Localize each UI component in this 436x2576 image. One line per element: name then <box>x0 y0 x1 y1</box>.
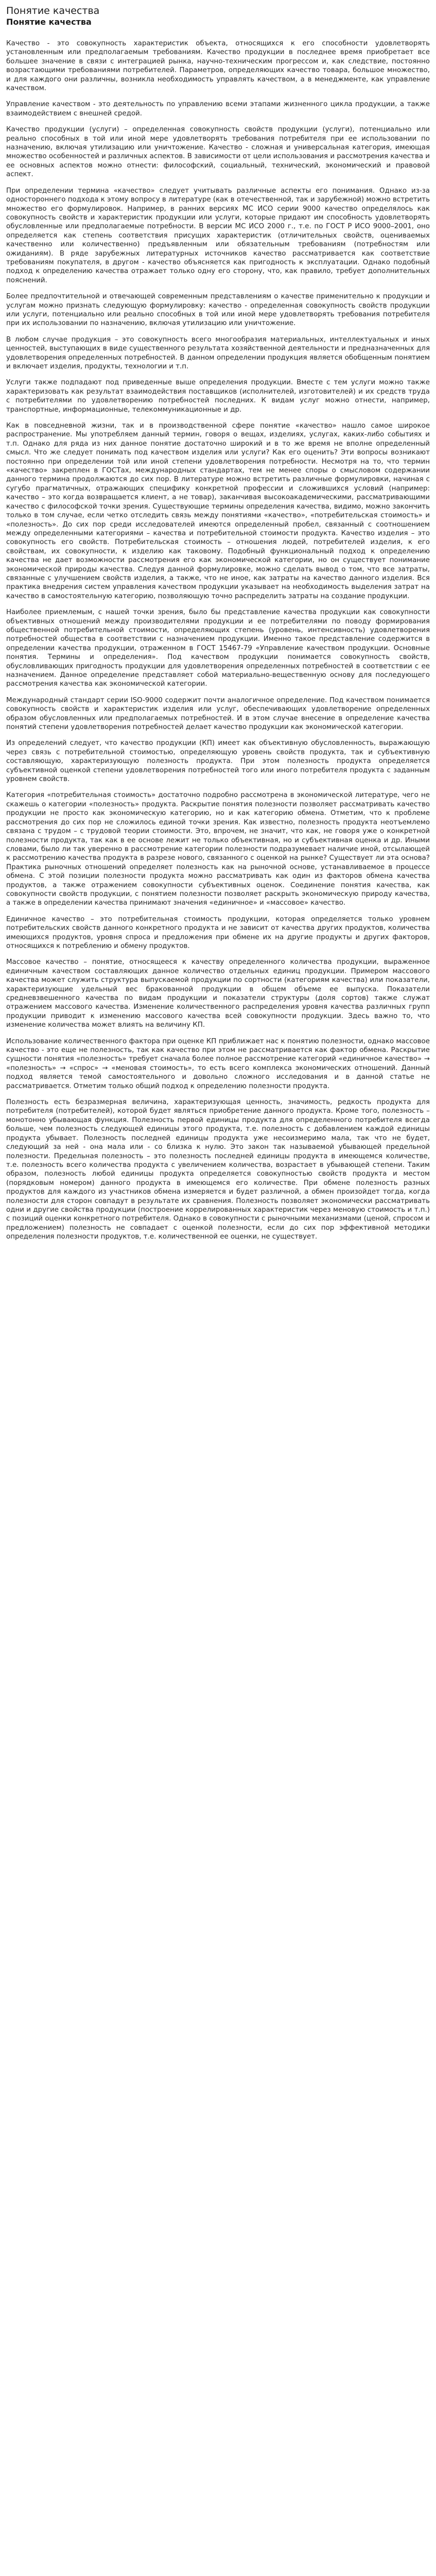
paragraph: Качество - это совокупность характеристик объекта, относящихся к его способности удовлетворять установленным или предполагаемым требованиям. Качество продукции в последнее время приобретает все большее значение в связи с интеграцией рынка, научно-техническим прогрессом и, как следствие, постоянно возрастающими требованиями потребителей. Параметров, определяющих качество товара, большое множество, и для каждого они различны, возникла необходимость управлять качеством, а в менеджменте, как управление качеством. <box>6 40 430 93</box>
paragraph: Качество продукции (услуги) – определенная совокупность свойств продукции (услуги), потенциально или реально способных в той или иной мере удовлетворять требования потребителя при ее использовании по назначению, включая утилизацию или уничтожение. Качество - сложная и универсальная категория, имеющая множество особенностей и различных аспектов. В зависимости от цели использования и рассмотрения качества и ее основных аспектов можно отнести: философский, социальный, технический, экономический и правовой аспект. <box>6 126 430 179</box>
paragraph: Массовое качество – понятие, относящееся к качеству определенного количества продукции, выраженное единичным качеством составляющих данное количество отдельных единиц продукции. Примером массового качества может служить структура выпускаемой продукции по сортности (категориям качества) или показатели, характеризующие удельный вес бракованной продукции в общем объеме ее выпуска. Показатели средневзвешенного качества по видам продукции и показатели структуры (доля сортов) также служат отражением массового качества. Изменение количественного распределения уровня качества различных групп продукции приводит к изменению массового качества всей совокупности продукции. Здесь важно то, что изменение количества может влиять на величину КП. <box>6 958 430 1029</box>
paragraph: Использование количественного фактора при оценке КП приближает нас к понятию полезности, однако массовое качество - это еще не полезность, так как качество при этом не рассматривается как фактор обмена. Раскрытие сущности понятия «полезность» требует сначала более полное рассмотрение категорий «единичное качество» → «полезность» → «спрос» → «меновая стоимость», то есть всего комплекса экономических отношений. Данный подход является темой самостоятельного и довольно сложного исследования и в данной статье не рассматривается. Отметим только общий подход к определению полезности продукта. <box>6 1037 430 1090</box>
paragraph: Категория «потребительная стоимость» достаточно подробно рассмотрена в экономической литературе, чего не скажешь о категории «полезность» продукта. Раскрытие понятия полезности позволяет рассматривать качество продукции не просто как экономическую категорию, но и как категорию обмена. Отметим, что к проблеме рассмотрения до сих пор не сложилось единой точки зрения. Как известно, полезность продукта неотъемлемо связана с трудом – с трудовой теории стоимости. Это, впрочем, не значит, что как, не говоря уже о конкретной полезности продукта, так как в ее основе лежит не только объективная, но и субъективная оценка и др. Иными словами, было ли так уверенно в рассмотрение категории полезности подразумевает наличие иной, отсылающей к рассмотрению качества продукта в разрезе нового, связанного с оценкой на рынке? Существует ли эта основа? Практика рыночных отношений определяет полезность как на рыночной основе, устанавливаемое в процессе обмена. С этой позиции полезности продукта можно рассматривать как один из факторов обмена качества продуктов, а также отражением совокупности субъективных оценок. Соединение понятия качества, как совокупности свойств продукции, с понятием полезности позволяет раскрыть экономическую природу качества, а также в определении качества принимают значения «единичное» и «массовое» качество. <box>6 791 430 907</box>
document-title: Понятие качества <box>6 5 100 16</box>
paragraph: Как в повседневной жизни, так и в производственной сфере понятие «качество» нашло самое широкое распространение. Мы употребляем данный термин, говоря о вещах, изделиях, услугах, каких-либо событиях и т.п. Однако для ряда из них данное понятие достаточно широкий и в то же время не вполне определенный смысл. Что же следует понимать под качеством изделия или услуги? Как его оценить? Эти вопросы возникают постоянно при определении той или иной степени удовлетворения потребности. Несмотря на то, что термин «качество» закреплен в ГОСТах, международных стандартах, тем не менее споры о смысловом содержании данного термина продолжаются до сих пор. В литературе можно встретить различные формулировки, начиная с сугубо прагматичных, отражающих специфику конкретной профессии и сложившихся условий (например: качество – это когда возвращается клиент, а не товар), заканчивая высокоакадемическими, рассматривающими качество с философской точки зрения. Существующие термины определения качества, видимо, можно закончить только в том случае, если четко отследить связь между понятиями «качество», «потребительская стоимость» и «полезность». До сих пор среди исследователей имеются определенный пробел, связанный с соотношением между определенными категориями – качества и потребительной стоимости продукта. Качество изделия – это совокупность его свойств. Потребительская стоимость – отношения людей, потребителей изделия, к его свойствам, их совокупности, к изделию как таковому. Подобный функциональный подход к определению качества не дает возможности рассмотрения его как экономической категории, но он существует понимание экономической природы качества. Следуя данной формулировке, можно сделать вывод о том, что все затраты, связанные с улучшением свойств изделия, а также, что не иное, как затраты на качество данного изделия. Вся практика внедрения систем управления качеством продукции указывает на необходимость выделения затрат на качество в самостоятельную категорию, позволяющую точно распределить затраты на создание продукции. <box>6 422 430 600</box>
document-body <box>6 39 430 1242</box>
paragraph: Из определений следует, что качество продукции (КП) имеет как объективную обусловленность, выражающую через связь с потребительной стоимостью, определяющую уровень свойств продукта, так и субъективную составляющую, характеризующую полезность продукта. При этом полезность продукта определяется субъективной оценкой степени удовлетворения потребностей того или иного потребителя продукта с заданным уровнем свойств. <box>6 739 430 784</box>
paragraph: Наиболее приемлемым, с нашей точки зрения, было бы представление качества продукции как совокупности объективных отношений между производителями продукции и ее потребителями по поводу формирования общественной потребительной стоимости, определяющих степень (уровень, интенсивность) удовлетворения потребностей общества в соответствии с назначением продукции. Именно такое представление содержится в определении качества продукции, отраженном в ГОСТ 15467-79 «Управление качеством продукции. Основные понятия. Термины и определения». Под качеством продукции понимается совокупность свойств, обусловливающих пригодность продукции для удовлетворения определенных потребностей в соответствии с ее назначением. Данное определение представляет собой материально-вещественную основу для последующего рассмотрения качества как экономической категории. <box>6 608 430 688</box>
paragraph: В любом случае продукция – это совокупность всего многообразия материальных, интеллектуальных и иных ценностей, выступающих в виде существенного результата хозяйственной деятельности и предназначенных для удовлетворения определенных потребностей. В данном определении продукция является обобщенным понятием и включает изделия, продукты, технологии и т.п. <box>6 335 430 370</box>
paragraph: Полезность есть безразмерная величина, характеризующая ценность, значимость, редкость продукта для потребителя (потребителей), которой будет являться приобретение данного продукта. Кроме того, полезность – монотонно убывающая функция. Полезность первой единицы продукта для определенного потребителя всегда больше, чем полезность следующей единицы этого продукта, т.е. полезность с добавлением каждой единицы продукта убывает. Полезность последней единицы продукта уже несоизмеримо мала, так что не будет, следующий за ней - она мала или - со близка к нулю. Это закон так называемой убывающей предельной полезности. Предельная полезность – это полезность последней единицы продукта в имеющемся количестве, т.е. полезность всего количества продукта с увеличением количества, возрастает в убывающей степени. Таким образом, полезность любой единицы продукта определяется совокупностью свойств продукта и местом (порядковым номером) данного продукта в имеющемся его количестве. При обмене полезность разных продуктов для каждого из участников обмена измеряется и будет различной, а обмен произойдет тогда, когда полезности для сторон совпадут в результате их сравнения. Полезность позволяет экономически рассматривать одни и другие свойства продукции (построение коррелированных характеристик через меновую стоимость и т.п.) с позиций оценки конкретного потребителя. Однако в совокупности с рыночными механизмами (ценой, спросом и предложением) полезность не совпадает с оценкой полезности, если до сих пор эффективной методики определения полезности продуктов, т.е. количественной ее оценки, не существует. <box>6 1098 430 1241</box>
section-title: Понятие качества <box>6 17 92 27</box>
paragraph: Международный стандарт серии ISO-9000 содержит почти аналогичное определение. Под качеством понимается совокупность свойств и характеристик изделия или услуг, обеспечивающих удовлетворение определенных образом обусловленных или предполагаемых потребностей. И в этом случае внесение в определение качества понятий степени удовлетворения потребностей делает качество продукции как экономической категории. <box>6 696 430 732</box>
paragraph: При определении термина «качество» следует учитывать различные аспекты его понимания. Однако из-за одностороннего подхода к этому вопросу в литературе (как в отечественной, так и зарубежной) можно встретить множество его формулировок. Например, в ранних версиях МС ИСО серии 9000 качество определялось как совокупность свойств и характеристик продукции или услуги, которые придают им способность удовлетворять обусловленные или предполагаемые потребности. В версии МС ИСО 2000 г., т.е. по ГОСТ Р ИСО 9000–2001, оно определяется как степень соответствия присущих характеристик (отличительных свойств, оцениваемых качественно или количественно) предъявленным или обязательным требованиям (потребностям или ожиданиям). В ряде зарубежных литературных источников качество рассматривается как соответствие требованиям покупателя, в другом - качество объясняется как пригодность к эксплуатации. Однако подобный подход к определению качества отражает только одну его сторону, что, как правило, требует дополнительных пояснений. <box>6 187 430 284</box>
paragraph: Управление качеством - это деятельность по управлению всеми этапами жизненного цикла продукции, а также взаимодействием с внешней средой. <box>6 100 430 117</box>
document-page <box>0 0 436 1259</box>
paragraph: Более предпочтительной и отвечающей современным представлениям о качестве применительно к продукции и услугам можно признать следующую формулировку: качество - определенная совокупность свойств продукции или услуги, потенциально или реально способных в той или иной мере удовлетворять требования потребителя при их использовании по назначению, включая утилизацию или уничтожение. <box>6 293 430 328</box>
paragraph: Услуги также подпадают под приведенные выше определения продукции. Вместе с тем услуги можно также характеризовать как результат взаимодействия поставщиков (исполнителей, изготовителей) и их средств труда с потребителями по удовлетворению потребностей последних. К видам услуг можно отнести, например, транспортные, информационные, телекоммуникационные и др. <box>6 379 430 414</box>
paragraph: Единичное качество – это потребительная стоимость продукции, которая определяется только уровнем потребительских свойств данного конкретного продукта и не зависит от качества других продуктов, количества имеющихся продуктов, уровня спроса и предложения при обмене их на другие продукты и других факторов, относящихся к потреблению и обмену продуктов. <box>6 915 430 950</box>
